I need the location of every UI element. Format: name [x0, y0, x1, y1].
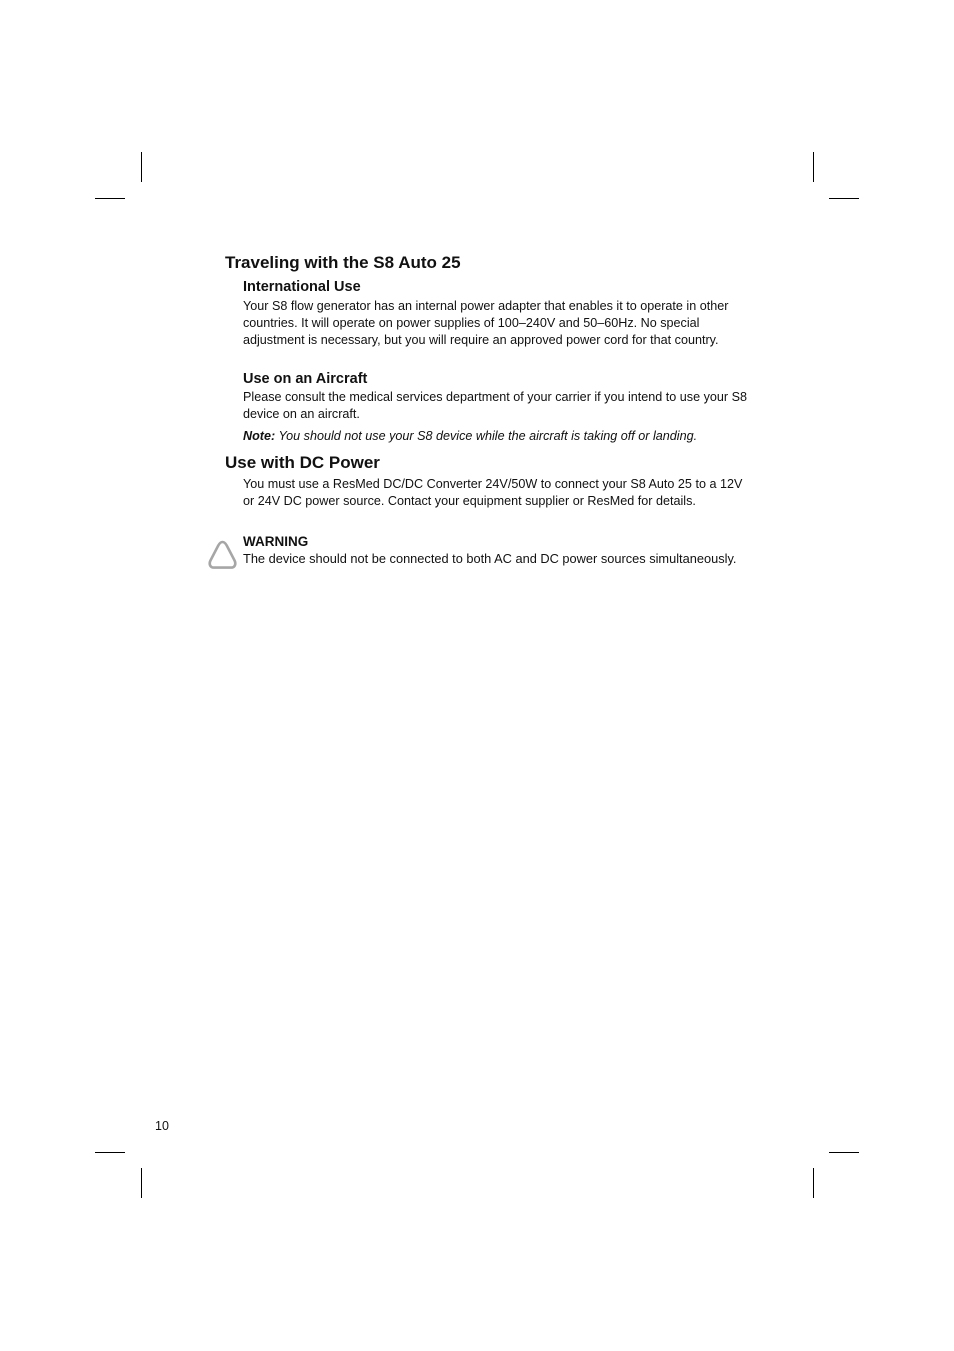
warning-triangle-icon [207, 539, 238, 571]
section-title-traveling: Traveling with the S8 Auto 25 [225, 253, 461, 272]
crop-mark-bottom-right-vertical [813, 1168, 814, 1198]
crop-mark-top-left-horizontal [95, 198, 125, 199]
aircraft-body: Please consult the medical services department of your carrier if you intend to use your S8 device on an aircraft. [243, 390, 748, 421]
crop-mark-bottom-left-vertical [141, 1168, 142, 1198]
international-use-body: Your S8 flow generator has an internal power adapter that enables it to operate in other countries. It will operate on power supplies of 100–240V and 50–60Hz. No special adjustment is necessary, but you will require an approved power cord for that country. [243, 299, 729, 347]
dc-power-body: You must use a ResMed DC/DC Converter 24V/50W to connect your S8 Auto 25 to a 12V or 24V DC power source. Contact your equipment supplier or ResMed for details. [243, 477, 743, 508]
crop-mark-bottom-right-horizontal [829, 1152, 859, 1153]
note-label: Note: [243, 429, 276, 443]
warning-text: The device should not be connected to both AC and DC power sources simultaneously. [243, 551, 737, 566]
warning-title: WARNING [243, 534, 309, 549]
section-title-dc-power: Use with DC Power [225, 453, 380, 472]
crop-mark-top-left-vertical [141, 152, 142, 182]
subsection-title-aircraft: Use on an Aircraft [243, 371, 368, 387]
page-number: 10 [155, 1119, 169, 1133]
subsection-title-international-use: International Use [243, 279, 361, 295]
crop-mark-top-right-horizontal [829, 198, 859, 199]
crop-mark-top-right-vertical [813, 152, 814, 182]
note-text: You should not use your S8 device while the aircraft is taking off or landing. [275, 429, 698, 443]
crop-mark-bottom-left-horizontal [95, 1152, 125, 1153]
aircraft-note [243, 428, 763, 445]
